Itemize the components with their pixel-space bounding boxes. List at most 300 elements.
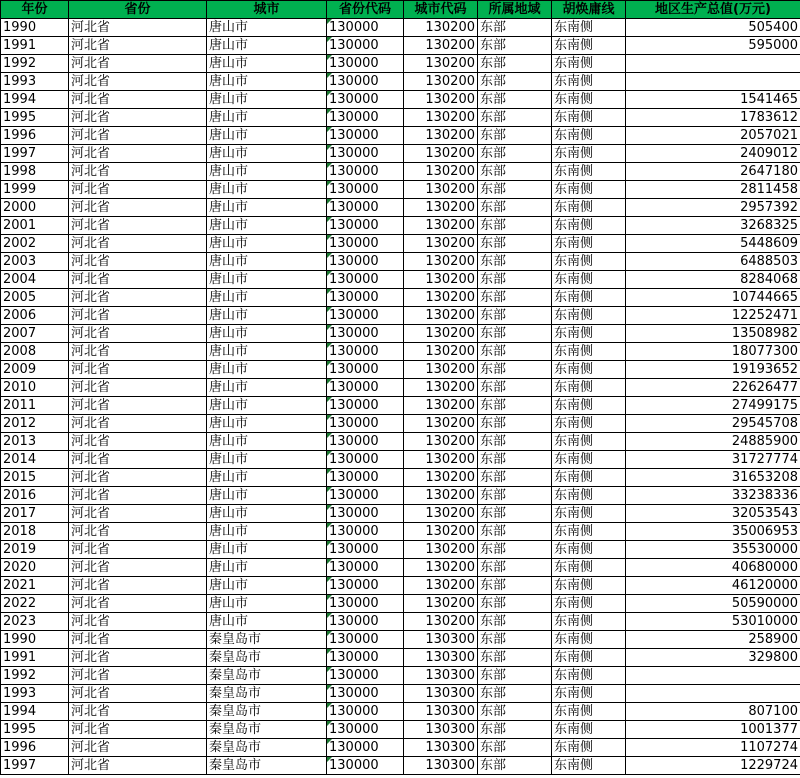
- province-cell[interactable]: 河北省: [69, 649, 207, 667]
- gdp-cell[interactable]: 2647180: [626, 163, 800, 181]
- province-code-cell[interactable]: 130000: [327, 325, 404, 343]
- hu-line-cell[interactable]: 东南侧: [552, 685, 626, 703]
- province-cell[interactable]: 河北省: [69, 613, 207, 631]
- year-cell[interactable]: 1991: [1, 649, 69, 667]
- city-code-cell[interactable]: 130200: [404, 19, 478, 37]
- hu-line-cell[interactable]: 东南侧: [552, 307, 626, 325]
- city-cell[interactable]: 秦皇岛市: [207, 721, 327, 739]
- gdp-cell[interactable]: 35006953: [626, 523, 800, 541]
- year-cell[interactable]: 1997: [1, 757, 69, 775]
- city-code-cell[interactable]: 130200: [404, 163, 478, 181]
- year-cell[interactable]: 1990: [1, 631, 69, 649]
- city-code-cell[interactable]: 130300: [404, 649, 478, 667]
- region-cell[interactable]: 东部: [478, 253, 552, 271]
- hu-line-cell[interactable]: 东南侧: [552, 757, 626, 775]
- region-cell[interactable]: 东部: [478, 595, 552, 613]
- province-code-cell[interactable]: 130000: [327, 253, 404, 271]
- hu-line-cell[interactable]: 东南侧: [552, 127, 626, 145]
- hu-line-cell[interactable]: 东南侧: [552, 505, 626, 523]
- year-cell[interactable]: 2016: [1, 487, 69, 505]
- region-cell[interactable]: 东部: [478, 397, 552, 415]
- province-code-cell[interactable]: 130000: [327, 145, 404, 163]
- city-code-cell[interactable]: 130200: [404, 361, 478, 379]
- hu-line-cell[interactable]: 东南侧: [552, 73, 626, 91]
- city-cell[interactable]: 唐山市: [207, 487, 327, 505]
- gdp-cell[interactable]: 258900: [626, 631, 800, 649]
- province-cell[interactable]: 河北省: [69, 595, 207, 613]
- gdp-cell[interactable]: 329800: [626, 649, 800, 667]
- city-code-cell[interactable]: 130200: [404, 325, 478, 343]
- province-cell[interactable]: 河北省: [69, 577, 207, 595]
- province-cell[interactable]: 河北省: [69, 757, 207, 775]
- city-code-cell[interactable]: 130200: [404, 253, 478, 271]
- city-cell[interactable]: 唐山市: [207, 505, 327, 523]
- province-code-cell[interactable]: 130000: [327, 505, 404, 523]
- region-cell[interactable]: 东部: [478, 469, 552, 487]
- header-hu-line[interactable]: 胡焕庸线: [552, 1, 626, 19]
- province-code-cell[interactable]: 130000: [327, 577, 404, 595]
- gdp-cell[interactable]: [626, 55, 800, 73]
- city-cell[interactable]: 唐山市: [207, 235, 327, 253]
- gdp-cell[interactable]: 1229724: [626, 757, 800, 775]
- city-code-cell[interactable]: 130200: [404, 379, 478, 397]
- year-cell[interactable]: 2002: [1, 235, 69, 253]
- province-cell[interactable]: 河北省: [69, 451, 207, 469]
- gdp-cell[interactable]: 5448609: [626, 235, 800, 253]
- city-cell[interactable]: 唐山市: [207, 451, 327, 469]
- hu-line-cell[interactable]: 东南侧: [552, 721, 626, 739]
- province-code-cell[interactable]: 130000: [327, 433, 404, 451]
- province-code-cell[interactable]: 130000: [327, 631, 404, 649]
- province-code-cell[interactable]: 130000: [327, 55, 404, 73]
- year-cell[interactable]: 2005: [1, 289, 69, 307]
- city-cell[interactable]: 唐山市: [207, 361, 327, 379]
- region-cell[interactable]: 东部: [478, 109, 552, 127]
- year-cell[interactable]: 2022: [1, 595, 69, 613]
- gdp-cell[interactable]: 2057021: [626, 127, 800, 145]
- header-province[interactable]: 省份: [69, 1, 207, 19]
- gdp-cell[interactable]: 2409012: [626, 145, 800, 163]
- city-code-cell[interactable]: 130300: [404, 739, 478, 757]
- hu-line-cell[interactable]: 东南侧: [552, 397, 626, 415]
- region-cell[interactable]: 东部: [478, 487, 552, 505]
- hu-line-cell[interactable]: 东南侧: [552, 217, 626, 235]
- hu-line-cell[interactable]: 东南侧: [552, 667, 626, 685]
- province-code-cell[interactable]: 130000: [327, 757, 404, 775]
- year-cell[interactable]: 1999: [1, 181, 69, 199]
- hu-line-cell[interactable]: 东南侧: [552, 253, 626, 271]
- city-code-cell[interactable]: 130200: [404, 199, 478, 217]
- gdp-cell[interactable]: 32053543: [626, 505, 800, 523]
- year-cell[interactable]: 2019: [1, 541, 69, 559]
- province-code-cell[interactable]: 130000: [327, 73, 404, 91]
- city-code-cell[interactable]: 130300: [404, 667, 478, 685]
- province-code-cell[interactable]: 130000: [327, 469, 404, 487]
- city-cell[interactable]: 唐山市: [207, 415, 327, 433]
- hu-line-cell[interactable]: 东南侧: [552, 523, 626, 541]
- year-cell[interactable]: 1994: [1, 703, 69, 721]
- year-cell[interactable]: 1993: [1, 685, 69, 703]
- province-code-cell[interactable]: 130000: [327, 667, 404, 685]
- city-code-cell[interactable]: 130200: [404, 235, 478, 253]
- gdp-cell[interactable]: [626, 73, 800, 91]
- gdp-cell[interactable]: 10744665: [626, 289, 800, 307]
- region-cell[interactable]: 东部: [478, 523, 552, 541]
- city-cell[interactable]: 唐山市: [207, 163, 327, 181]
- city-cell[interactable]: 唐山市: [207, 541, 327, 559]
- province-code-cell[interactable]: 130000: [327, 343, 404, 361]
- city-cell[interactable]: 唐山市: [207, 145, 327, 163]
- hu-line-cell[interactable]: 东南侧: [552, 361, 626, 379]
- region-cell[interactable]: 东部: [478, 559, 552, 577]
- city-cell[interactable]: 唐山市: [207, 523, 327, 541]
- province-code-cell[interactable]: 130000: [327, 289, 404, 307]
- province-cell[interactable]: 河北省: [69, 55, 207, 73]
- hu-line-cell[interactable]: 东南侧: [552, 649, 626, 667]
- gdp-cell[interactable]: 53010000: [626, 613, 800, 631]
- province-cell[interactable]: 河北省: [69, 703, 207, 721]
- province-cell[interactable]: 河北省: [69, 217, 207, 235]
- province-cell[interactable]: 河北省: [69, 181, 207, 199]
- gdp-cell[interactable]: 595000: [626, 37, 800, 55]
- region-cell[interactable]: 东部: [478, 343, 552, 361]
- year-cell[interactable]: 2006: [1, 307, 69, 325]
- year-cell[interactable]: 1996: [1, 739, 69, 757]
- province-code-cell[interactable]: 130000: [327, 37, 404, 55]
- city-code-cell[interactable]: 130200: [404, 397, 478, 415]
- province-cell[interactable]: 河北省: [69, 91, 207, 109]
- hu-line-cell[interactable]: 东南侧: [552, 559, 626, 577]
- header-city-code[interactable]: 城市代码: [404, 1, 478, 19]
- city-code-cell[interactable]: 130200: [404, 433, 478, 451]
- region-cell[interactable]: 东部: [478, 415, 552, 433]
- city-code-cell[interactable]: 130300: [404, 631, 478, 649]
- province-code-cell[interactable]: 130000: [327, 451, 404, 469]
- province-code-cell[interactable]: 130000: [327, 523, 404, 541]
- region-cell[interactable]: 东部: [478, 685, 552, 703]
- province-cell[interactable]: 河北省: [69, 325, 207, 343]
- city-cell[interactable]: 唐山市: [207, 577, 327, 595]
- province-code-cell[interactable]: 130000: [327, 199, 404, 217]
- gdp-cell[interactable]: 8284068: [626, 271, 800, 289]
- province-code-cell[interactable]: 130000: [327, 595, 404, 613]
- gdp-cell[interactable]: 13508982: [626, 325, 800, 343]
- province-cell[interactable]: 河北省: [69, 37, 207, 55]
- city-code-cell[interactable]: 130200: [404, 109, 478, 127]
- hu-line-cell[interactable]: 东南侧: [552, 91, 626, 109]
- province-cell[interactable]: 河北省: [69, 415, 207, 433]
- province-code-cell[interactable]: 130000: [327, 721, 404, 739]
- city-cell[interactable]: 唐山市: [207, 469, 327, 487]
- city-cell[interactable]: 唐山市: [207, 307, 327, 325]
- gdp-cell[interactable]: 35530000: [626, 541, 800, 559]
- city-code-cell[interactable]: 130200: [404, 343, 478, 361]
- header-year[interactable]: 年份: [1, 1, 69, 19]
- hu-line-cell[interactable]: 东南侧: [552, 379, 626, 397]
- year-cell[interactable]: 2012: [1, 415, 69, 433]
- province-code-cell[interactable]: 130000: [327, 361, 404, 379]
- year-cell[interactable]: 2020: [1, 559, 69, 577]
- city-cell[interactable]: 唐山市: [207, 271, 327, 289]
- city-cell[interactable]: 唐山市: [207, 37, 327, 55]
- region-cell[interactable]: 东部: [478, 631, 552, 649]
- city-code-cell[interactable]: 130200: [404, 127, 478, 145]
- year-cell[interactable]: 1992: [1, 55, 69, 73]
- region-cell[interactable]: 东部: [478, 739, 552, 757]
- province-cell[interactable]: 河北省: [69, 127, 207, 145]
- city-code-cell[interactable]: 130200: [404, 271, 478, 289]
- gdp-cell[interactable]: 29545708: [626, 415, 800, 433]
- year-cell[interactable]: 1998: [1, 163, 69, 181]
- year-cell[interactable]: 2011: [1, 397, 69, 415]
- region-cell[interactable]: 东部: [478, 73, 552, 91]
- region-cell[interactable]: 东部: [478, 145, 552, 163]
- year-cell[interactable]: 2015: [1, 469, 69, 487]
- city-code-cell[interactable]: 130300: [404, 685, 478, 703]
- province-cell[interactable]: 河北省: [69, 541, 207, 559]
- city-cell[interactable]: 唐山市: [207, 433, 327, 451]
- gdp-cell[interactable]: 33238336: [626, 487, 800, 505]
- year-cell[interactable]: 2003: [1, 253, 69, 271]
- city-code-cell[interactable]: 130200: [404, 595, 478, 613]
- region-cell[interactable]: 东部: [478, 55, 552, 73]
- city-cell[interactable]: 唐山市: [207, 343, 327, 361]
- region-cell[interactable]: 东部: [478, 37, 552, 55]
- province-code-cell[interactable]: 130000: [327, 397, 404, 415]
- region-cell[interactable]: 东部: [478, 541, 552, 559]
- hu-line-cell[interactable]: 东南侧: [552, 631, 626, 649]
- region-cell[interactable]: 东部: [478, 181, 552, 199]
- city-cell[interactable]: 秦皇岛市: [207, 739, 327, 757]
- province-cell[interactable]: 河北省: [69, 361, 207, 379]
- city-cell[interactable]: 唐山市: [207, 91, 327, 109]
- region-cell[interactable]: 东部: [478, 757, 552, 775]
- region-cell[interactable]: 东部: [478, 613, 552, 631]
- gdp-cell[interactable]: [626, 685, 800, 703]
- region-cell[interactable]: 东部: [478, 361, 552, 379]
- year-cell[interactable]: 2014: [1, 451, 69, 469]
- header-city[interactable]: 城市: [207, 1, 327, 19]
- province-cell[interactable]: 河北省: [69, 559, 207, 577]
- gdp-cell[interactable]: 46120000: [626, 577, 800, 595]
- province-cell[interactable]: 河北省: [69, 487, 207, 505]
- province-cell[interactable]: 河北省: [69, 343, 207, 361]
- region-cell[interactable]: 东部: [478, 667, 552, 685]
- province-cell[interactable]: 河北省: [69, 739, 207, 757]
- province-code-cell[interactable]: 130000: [327, 487, 404, 505]
- province-cell[interactable]: 河北省: [69, 685, 207, 703]
- hu-line-cell[interactable]: 东南侧: [552, 703, 626, 721]
- city-code-cell[interactable]: 130300: [404, 721, 478, 739]
- region-cell[interactable]: 东部: [478, 433, 552, 451]
- hu-line-cell[interactable]: 东南侧: [552, 199, 626, 217]
- year-cell[interactable]: 2013: [1, 433, 69, 451]
- year-cell[interactable]: 2017: [1, 505, 69, 523]
- region-cell[interactable]: 东部: [478, 235, 552, 253]
- city-cell[interactable]: 唐山市: [207, 595, 327, 613]
- province-code-cell[interactable]: 130000: [327, 379, 404, 397]
- province-cell[interactable]: 河北省: [69, 433, 207, 451]
- region-cell[interactable]: 东部: [478, 217, 552, 235]
- city-code-cell[interactable]: 130300: [404, 757, 478, 775]
- city-code-cell[interactable]: 130200: [404, 91, 478, 109]
- year-cell[interactable]: 1995: [1, 721, 69, 739]
- region-cell[interactable]: 东部: [478, 325, 552, 343]
- year-cell[interactable]: 1997: [1, 145, 69, 163]
- year-cell[interactable]: 1990: [1, 19, 69, 37]
- province-cell[interactable]: 河北省: [69, 289, 207, 307]
- hu-line-cell[interactable]: 东南侧: [552, 487, 626, 505]
- year-cell[interactable]: 2010: [1, 379, 69, 397]
- year-cell[interactable]: 2007: [1, 325, 69, 343]
- hu-line-cell[interactable]: 东南侧: [552, 181, 626, 199]
- gdp-cell[interactable]: 1783612: [626, 109, 800, 127]
- province-cell[interactable]: 河北省: [69, 199, 207, 217]
- region-cell[interactable]: 东部: [478, 199, 552, 217]
- year-cell[interactable]: 1993: [1, 73, 69, 91]
- gdp-cell[interactable]: 2811458: [626, 181, 800, 199]
- city-code-cell[interactable]: 130200: [404, 613, 478, 631]
- city-cell[interactable]: 唐山市: [207, 19, 327, 37]
- province-code-cell[interactable]: 130000: [327, 649, 404, 667]
- gdp-cell[interactable]: 18077300: [626, 343, 800, 361]
- city-code-cell[interactable]: 130200: [404, 307, 478, 325]
- city-cell[interactable]: 唐山市: [207, 73, 327, 91]
- city-cell[interactable]: 唐山市: [207, 253, 327, 271]
- hu-line-cell[interactable]: 东南侧: [552, 469, 626, 487]
- city-cell[interactable]: 唐山市: [207, 199, 327, 217]
- year-cell[interactable]: 2018: [1, 523, 69, 541]
- city-code-cell[interactable]: 130200: [404, 451, 478, 469]
- gdp-cell[interactable]: 27499175: [626, 397, 800, 415]
- province-cell[interactable]: 河北省: [69, 19, 207, 37]
- province-cell[interactable]: 河北省: [69, 397, 207, 415]
- hu-line-cell[interactable]: 东南侧: [552, 739, 626, 757]
- hu-line-cell[interactable]: 东南侧: [552, 289, 626, 307]
- region-cell[interactable]: 东部: [478, 577, 552, 595]
- year-cell[interactable]: 2000: [1, 199, 69, 217]
- city-code-cell[interactable]: 130200: [404, 37, 478, 55]
- gdp-cell[interactable]: 505400: [626, 19, 800, 37]
- region-cell[interactable]: 东部: [478, 703, 552, 721]
- year-cell[interactable]: 1995: [1, 109, 69, 127]
- year-cell[interactable]: 1994: [1, 91, 69, 109]
- gdp-cell[interactable]: 1107274: [626, 739, 800, 757]
- region-cell[interactable]: 东部: [478, 505, 552, 523]
- city-cell[interactable]: 秦皇岛市: [207, 667, 327, 685]
- city-cell[interactable]: 秦皇岛市: [207, 757, 327, 775]
- gdp-cell[interactable]: 22626477: [626, 379, 800, 397]
- city-cell[interactable]: 唐山市: [207, 127, 327, 145]
- province-code-cell[interactable]: 130000: [327, 109, 404, 127]
- city-code-cell[interactable]: 130200: [404, 289, 478, 307]
- hu-line-cell[interactable]: 东南侧: [552, 235, 626, 253]
- hu-line-cell[interactable]: 东南侧: [552, 271, 626, 289]
- region-cell[interactable]: 东部: [478, 271, 552, 289]
- region-cell[interactable]: 东部: [478, 163, 552, 181]
- year-cell[interactable]: 1996: [1, 127, 69, 145]
- city-code-cell[interactable]: 130200: [404, 559, 478, 577]
- city-cell[interactable]: 秦皇岛市: [207, 649, 327, 667]
- city-code-cell[interactable]: 130200: [404, 55, 478, 73]
- gdp-cell[interactable]: 3268325: [626, 217, 800, 235]
- year-cell[interactable]: 2008: [1, 343, 69, 361]
- city-code-cell[interactable]: 130200: [404, 217, 478, 235]
- province-cell[interactable]: 河北省: [69, 523, 207, 541]
- header-gdp[interactable]: 地区生产总值(万元): [626, 1, 800, 19]
- gdp-cell[interactable]: [626, 667, 800, 685]
- province-code-cell[interactable]: 130000: [327, 559, 404, 577]
- region-cell[interactable]: 东部: [478, 451, 552, 469]
- city-code-cell[interactable]: 130200: [404, 523, 478, 541]
- gdp-cell[interactable]: 807100: [626, 703, 800, 721]
- year-cell[interactable]: 2023: [1, 613, 69, 631]
- city-code-cell[interactable]: 130300: [404, 703, 478, 721]
- city-cell[interactable]: 唐山市: [207, 109, 327, 127]
- province-code-cell[interactable]: 130000: [327, 181, 404, 199]
- province-cell[interactable]: 河北省: [69, 721, 207, 739]
- hu-line-cell[interactable]: 东南侧: [552, 19, 626, 37]
- gdp-cell[interactable]: 31653208: [626, 469, 800, 487]
- city-cell[interactable]: 唐山市: [207, 397, 327, 415]
- province-cell[interactable]: 河北省: [69, 253, 207, 271]
- city-cell[interactable]: 唐山市: [207, 325, 327, 343]
- province-cell[interactable]: 河北省: [69, 271, 207, 289]
- city-code-cell[interactable]: 130200: [404, 541, 478, 559]
- gdp-cell[interactable]: 31727774: [626, 451, 800, 469]
- province-code-cell[interactable]: 130000: [327, 271, 404, 289]
- hu-line-cell[interactable]: 东南侧: [552, 433, 626, 451]
- hu-line-cell[interactable]: 东南侧: [552, 109, 626, 127]
- province-code-cell[interactable]: 130000: [327, 19, 404, 37]
- province-code-cell[interactable]: 130000: [327, 217, 404, 235]
- year-cell[interactable]: 2001: [1, 217, 69, 235]
- province-cell[interactable]: 河北省: [69, 469, 207, 487]
- province-code-cell[interactable]: 130000: [327, 703, 404, 721]
- hu-line-cell[interactable]: 东南侧: [552, 145, 626, 163]
- hu-line-cell[interactable]: 东南侧: [552, 577, 626, 595]
- province-code-cell[interactable]: 130000: [327, 91, 404, 109]
- province-cell[interactable]: 河北省: [69, 235, 207, 253]
- province-cell[interactable]: 河北省: [69, 307, 207, 325]
- province-cell[interactable]: 河北省: [69, 631, 207, 649]
- gdp-cell[interactable]: 24885900: [626, 433, 800, 451]
- header-province-code[interactable]: 省份代码: [327, 1, 404, 19]
- region-cell[interactable]: 东部: [478, 307, 552, 325]
- province-cell[interactable]: 河北省: [69, 163, 207, 181]
- province-code-cell[interactable]: 130000: [327, 307, 404, 325]
- city-cell[interactable]: 唐山市: [207, 289, 327, 307]
- hu-line-cell[interactable]: 东南侧: [552, 613, 626, 631]
- gdp-cell[interactable]: 19193652: [626, 361, 800, 379]
- gdp-cell[interactable]: 40680000: [626, 559, 800, 577]
- province-code-cell[interactable]: 130000: [327, 685, 404, 703]
- province-code-cell[interactable]: 130000: [327, 163, 404, 181]
- city-cell[interactable]: 唐山市: [207, 217, 327, 235]
- city-code-cell[interactable]: 130200: [404, 505, 478, 523]
- gdp-cell[interactable]: 50590000: [626, 595, 800, 613]
- hu-line-cell[interactable]: 东南侧: [552, 415, 626, 433]
- city-cell[interactable]: 唐山市: [207, 181, 327, 199]
- city-code-cell[interactable]: 130200: [404, 577, 478, 595]
- city-cell[interactable]: 唐山市: [207, 559, 327, 577]
- city-cell[interactable]: 唐山市: [207, 379, 327, 397]
- hu-line-cell[interactable]: 东南侧: [552, 343, 626, 361]
- province-code-cell[interactable]: 130000: [327, 739, 404, 757]
- city-cell[interactable]: 秦皇岛市: [207, 685, 327, 703]
- province-cell[interactable]: 河北省: [69, 379, 207, 397]
- province-code-cell[interactable]: 130000: [327, 541, 404, 559]
